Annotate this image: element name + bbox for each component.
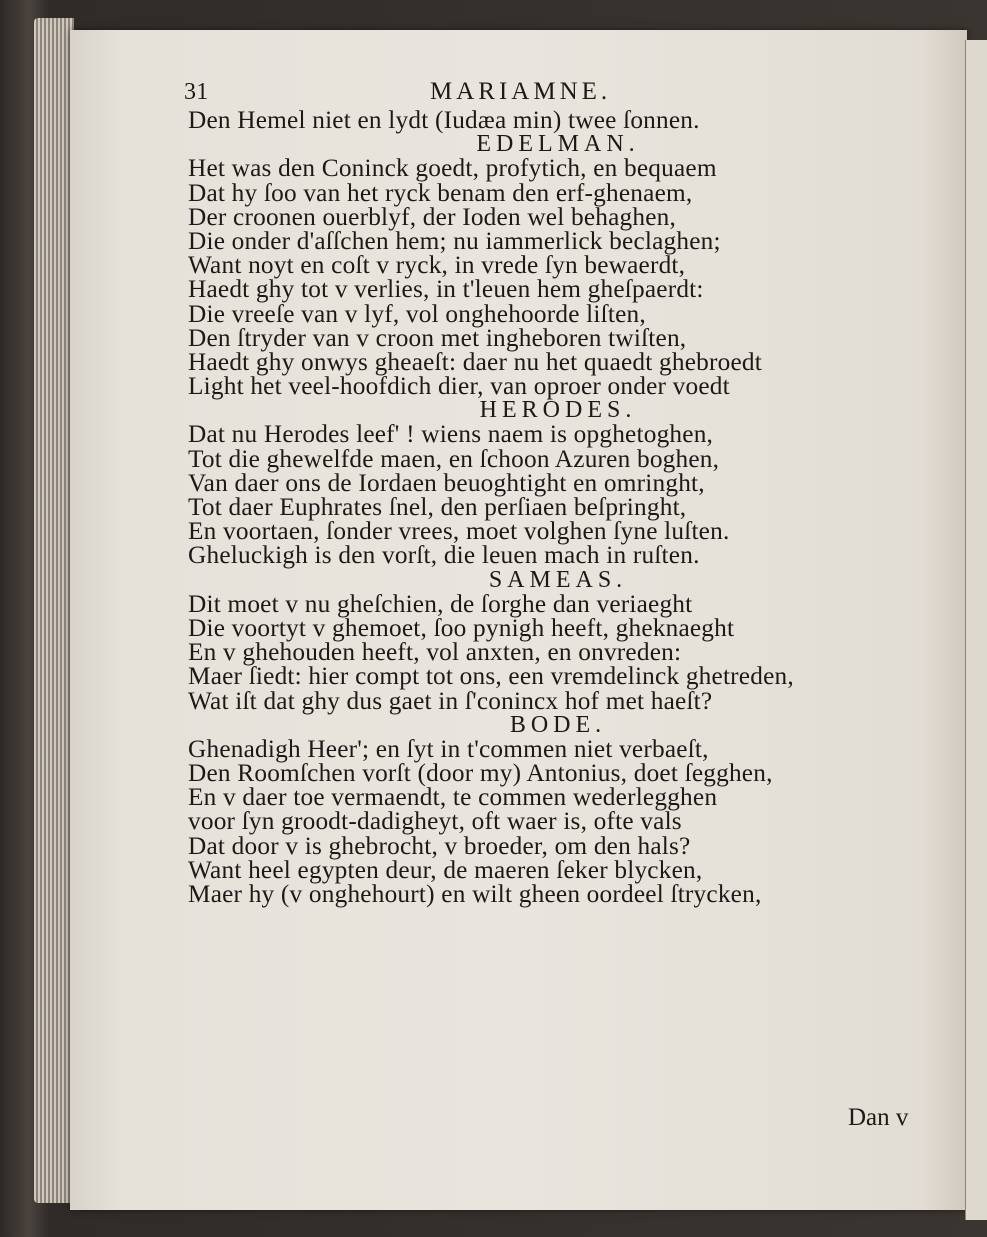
verse-line: Want heel egypten deur, de maeren ſeker blycken, <box>188 855 703 884</box>
verse-lines <box>188 108 928 906</box>
verse-line: En voortaen, ſonder vrees, moet volghen ſyne luſten. <box>188 517 730 546</box>
verse-line: Ghenadigh Heer'; en ſyt in t'commen niet verbaeſt, <box>188 734 709 763</box>
verse-line: Maer ſiedt: hier compt tot ons, een vremdelinck ghetreden, <box>188 662 794 691</box>
verse-line: Maer hy (v onghehourt) en wilt gheen oordeel ſtrycken, <box>188 880 762 908</box>
verse-line: Wat iſt dat ghy dus gaet in ſ'conincx hof met haeſt? <box>188 686 713 715</box>
speaker-name: BODE. <box>509 711 607 738</box>
verse-line: Tot daer Euphrates ſnel, den perſiaen beſpringht, <box>188 493 687 521</box>
verse-line: Dat hy ſoo van het ryck benam den erf-ghenaem, <box>188 178 693 207</box>
verse-line: Van daer ons de Iordaen beuoghtight en omringht, <box>188 468 705 497</box>
verse-line: Die voortyt v ghemoet, ſoo pynigh heeft, gheknaeght <box>188 613 735 642</box>
page-number: 31 <box>184 79 209 105</box>
catchword: Dan v <box>848 1104 909 1131</box>
verse-line: Die onder d'aſſchen hem; nu iammerlick beclaghen; <box>188 226 721 255</box>
verse-line: Het was den Coninck goedt, profytich, en bequaem <box>188 154 717 183</box>
verse-line: Dat nu Herodes leef' ! wiens naem is opghetoghen, <box>188 420 714 449</box>
verse-line: Den Roomſchen vorſt (door my) Antonius, doet ſegghen, <box>188 759 773 788</box>
verse-line: Der croonen ouerblyf, der Ioden wel behaghen, <box>188 202 677 231</box>
verse-line: Dit moet v nu gheſchien, de ſorghe dan veriaeght <box>188 589 693 618</box>
speaker-name: HERODES. <box>479 397 637 424</box>
running-title: MARIAMNE. <box>430 78 612 105</box>
page-header <box>184 78 928 108</box>
verse-line: Den ſtryder van v croon met ingheboren twiſten, <box>188 323 687 352</box>
verse-line: Want noyt en coſt v ryck, in vrede ſyn bewaerdt, <box>188 251 686 280</box>
speaker-name: EDELMAN. <box>476 131 640 158</box>
verse-line: En v daer toe vermaendt, te commen wederlegghen <box>188 783 718 812</box>
verse-line: voor ſyn groodt-dadigheyt, oft waer is, ofte vals <box>188 807 682 836</box>
verse-line: En v ghehouden heeft, vol anxten, en onvreden: <box>188 638 682 667</box>
verse-line: Haedt ghy onwys gheaeſt: daer nu het quaedt ghebroedt <box>188 347 762 376</box>
verse-line: Dat door v is ghebrocht, v broeder, om den hals? <box>188 831 691 860</box>
verse-line: Light het veel-hoofdich dier, van oproer onder voedt <box>188 372 730 401</box>
page-text <box>184 78 928 908</box>
verse-line: Gheluckigh is den vorſt, die leuen mach in ruſten. <box>188 541 700 570</box>
verse-line: Tot die ghewelfde maen, en ſchoon Azuren boghen, <box>188 444 720 473</box>
verse-line: Haedt ghy tot v verlies, in t'leuen hem gheſpaerdt: <box>188 275 704 304</box>
speaker-name: SAMEAS. <box>488 566 628 593</box>
verse-line: Die vreeſe van v lyf, vol onghehoorde liſten, <box>188 299 646 328</box>
facing-page-edge <box>965 40 987 1220</box>
verse-line: Den Hemel niet en lydt (Iudæa min) twee ſonnen. <box>188 106 700 134</box>
page-edges <box>34 18 74 1203</box>
